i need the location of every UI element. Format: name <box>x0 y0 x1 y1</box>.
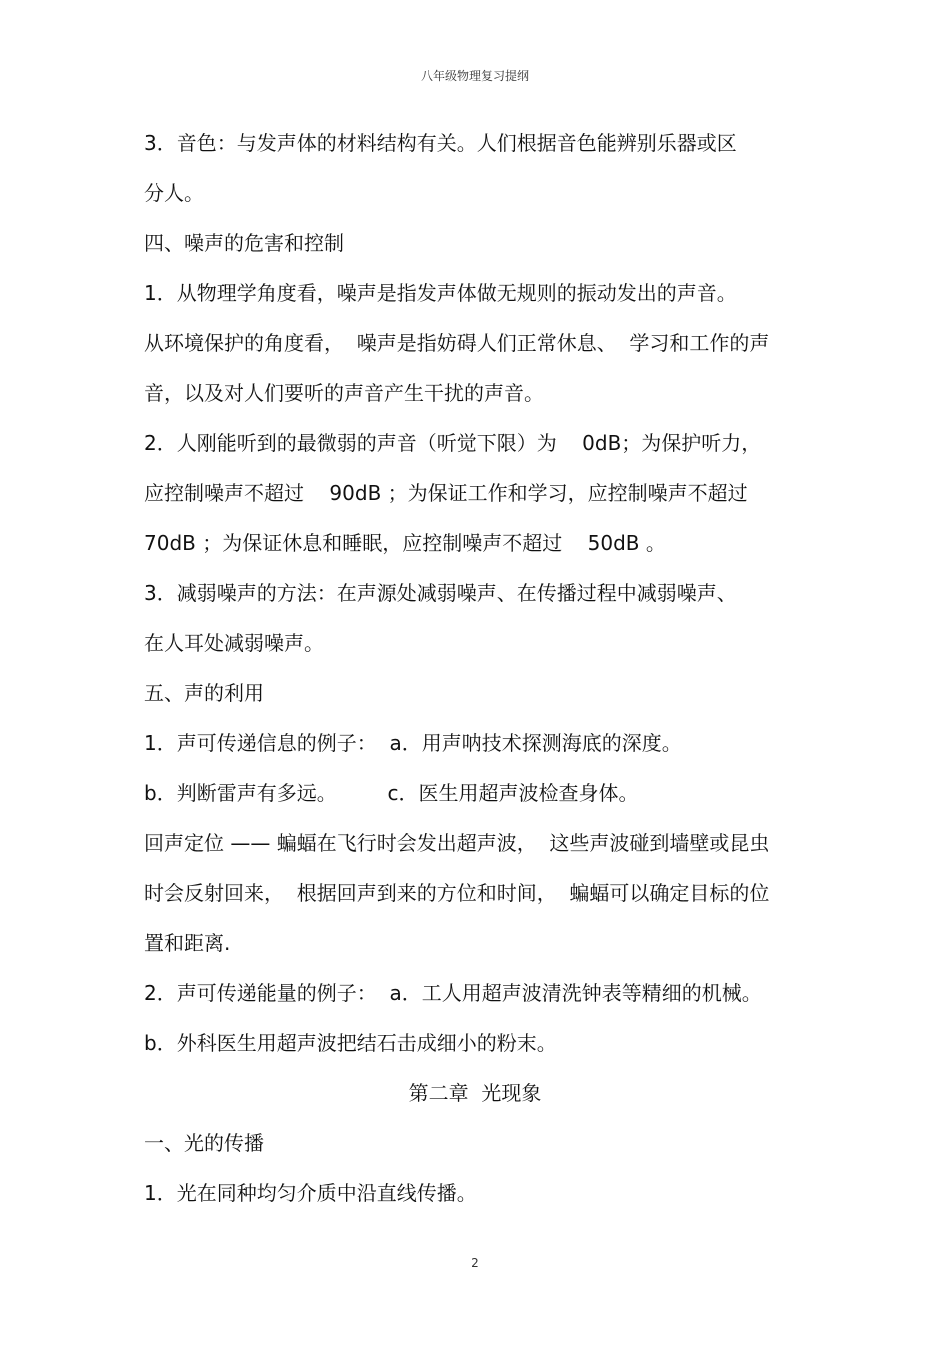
text-line: 1．光在同种均匀介质中沿直线传播。 <box>144 1181 477 1205</box>
text-line: 时会反射回来， 根据回声到来的方位和时间， 蝙蝠可以确定目标的位 <box>144 881 770 905</box>
text-line: 分人。 <box>144 181 204 205</box>
text-line: 回声定位 —— 蝙蝠在飞行时会发出超声波， 这些声波碰到墙壁或昆虫 <box>144 831 770 855</box>
text-line: 置和距离. <box>144 931 231 955</box>
section-heading: 一、光的传播 <box>144 1131 264 1155</box>
text-line: 3．音色：与发声体的材料结构有关。人们根据音色能辨别乐器或区 <box>144 131 737 155</box>
text-line: 2．声可传递能量的例子： a．工人用超声波清洗钟表等精细的机械。 <box>144 981 762 1005</box>
page-number: 2 <box>471 1256 479 1270</box>
running-header: 八年级物理复习提纲 <box>420 69 529 83</box>
text-line: 1．声可传递信息的例子： a．用声呐技术探测海底的深度。 <box>144 731 682 755</box>
text-line: 从环境保护的角度看， 噪声是指妨碍人们正常休息、 学习和工作的声 <box>144 331 770 355</box>
text-line: 在人耳处减弱噪声。 <box>144 631 324 655</box>
text-line: b．外科医生用超声波把结石击成细小的粉末。 <box>144 1031 557 1055</box>
text-line: 3．减弱噪声的方法：在声源处减弱噪声、在传播过程中减弱噪声、 <box>144 581 737 605</box>
chapter-title: 第二章 光现象 <box>408 1081 542 1105</box>
text-line: b．判断雷声有多远。 c．医生用超声波检查身体。 <box>144 781 639 805</box>
section-heading: 四、噪声的危害和控制 <box>144 231 344 255</box>
text-line: 音，以及对人们要听的声音产生干扰的声音。 <box>144 381 544 405</box>
text-line: 应控制噪声不超过 90dB ；为保证工作和学习，应控制噪声不超过 <box>144 481 748 505</box>
text-line: 70dB ；为保证休息和睡眠，应控制噪声不超过 50dB 。 <box>144 531 666 555</box>
text-line: 2．人刚能听到的最微弱的声音（听觉下限）为 0dB；为保护听力， <box>144 431 762 455</box>
section-heading: 五、声的利用 <box>144 681 264 705</box>
text-line: 1．从物理学角度看，噪声是指发声体做无规则的振动发出的声音。 <box>144 281 737 305</box>
